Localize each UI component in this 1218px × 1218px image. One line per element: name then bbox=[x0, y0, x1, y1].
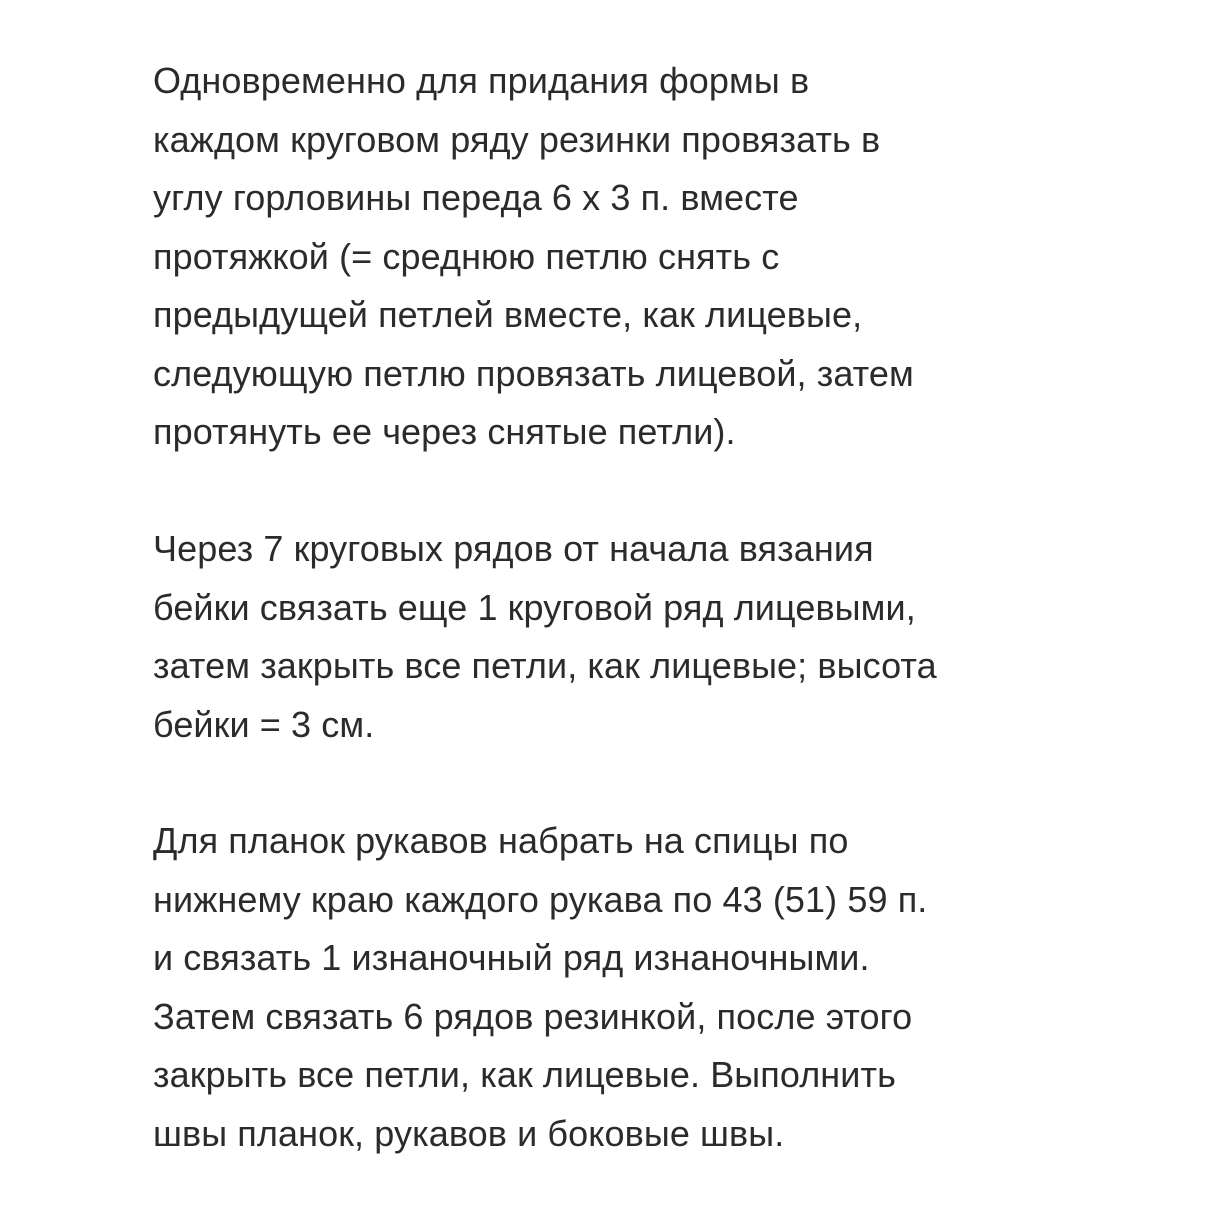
text-line: каждом круговом ряду резинки провязать в bbox=[153, 118, 881, 160]
paragraph-binding-finish bbox=[153, 520, 1153, 754]
text-line: швы планок, рукавов и боковые швы. bbox=[153, 1112, 785, 1154]
text-line: затем закрыть все петли, как лицевые; высота bbox=[153, 645, 937, 686]
paragraph-sleeve-bands bbox=[153, 812, 1153, 1163]
text-line: углу горловины переда 6 х 3 п. вместе bbox=[153, 177, 799, 218]
text-line: нижнему краю каждого рукава по 43 (51) 59 п. bbox=[153, 878, 928, 920]
text-line: предыдущей петлей вместе, как лицевые, bbox=[153, 294, 863, 335]
text-line: протянуть ее через снятые петли). bbox=[153, 411, 736, 452]
text-line: Через 7 круговых рядов от начала вязания bbox=[153, 528, 874, 569]
text-line: и связать 1 изнаночный ряд изнаночными. bbox=[153, 937, 870, 978]
paragraph-neckline-shaping bbox=[153, 52, 1153, 462]
text-line: протяжкой (= среднюю петлю снять с bbox=[153, 235, 780, 277]
text-line: закрыть все петли, как лицевые. Выполнить bbox=[153, 1054, 896, 1095]
text-line: Для планок рукавов набрать на спицы по bbox=[153, 820, 849, 861]
text-line: бейки связать еще 1 круговой ряд лицевыми, bbox=[153, 586, 916, 628]
text-line: следующую петлю провязать лицевой, затем bbox=[153, 352, 914, 394]
text-line: бейки = 3 см. bbox=[153, 703, 375, 745]
text-line: Одновременно для придания формы в bbox=[153, 60, 810, 101]
text-line: Затем связать 6 рядов резинкой, после этого bbox=[153, 995, 913, 1037]
